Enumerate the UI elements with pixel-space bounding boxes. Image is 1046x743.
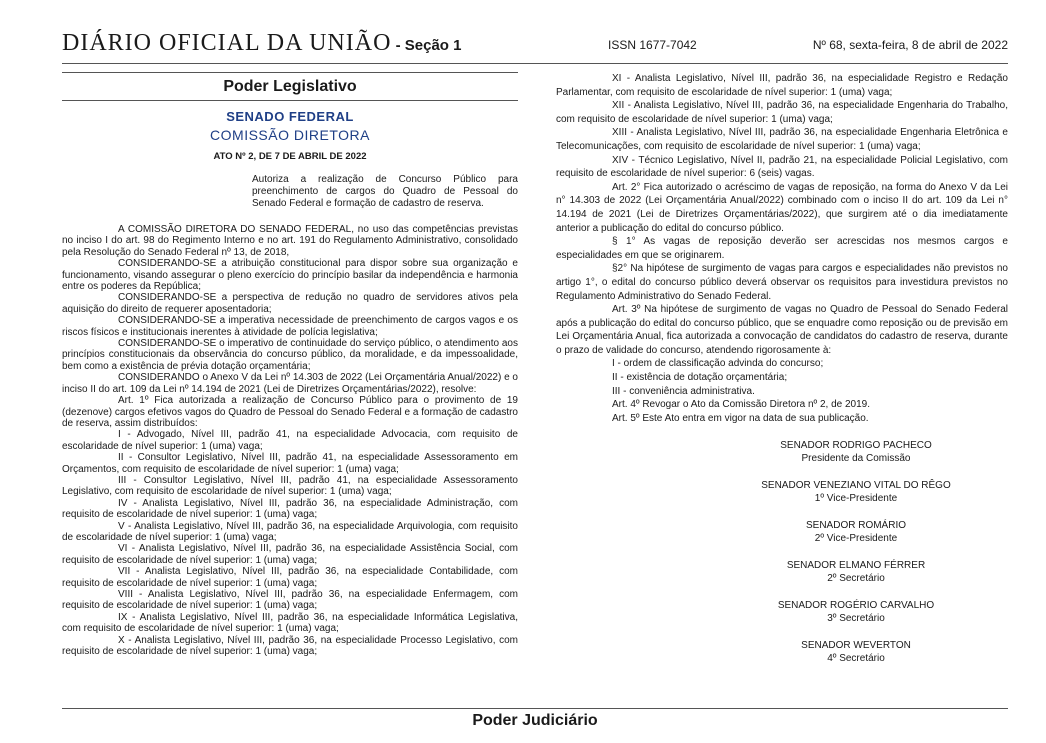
paragraph: V - Analista Legislativo, Nível III, padrão 36, na especialidade Arquivologia, com requisito de escolaridade de nível superior: 1 (uma) vaga;: [62, 520, 518, 543]
paragraph: VI - Analista Legislativo, Nível III, padrão 36, na especialidade Assistência Social, com requisito de escolaridade de nível superior: 1 (uma) vaga;: [62, 543, 518, 566]
paragraph: XIV - Técnico Legislativo, Nível II, padrão 21, na especialidade Policial Legislativo, com requisito de escolaridade de nível superior: 6 (seis) vagas.: [556, 154, 1008, 180]
paragraph: XII - Analista Legislativo, Nível III, padrão 36, na especialidade Engenharia do Trabalho, com requisito de escolaridade de nível superior: 1 (uma) vaga;: [556, 100, 1008, 125]
signer-name: SENADOR RODRIGO PACHECO: [780, 440, 932, 452]
paragraph: VII - Analista Legislativo, Nível III, padrão 36, na especialidade Contabilidade, com requisito de escolaridade de nível superior: 1 (uma) vaga;: [62, 566, 518, 589]
paragraph: III - conveniência administrativa.: [612, 385, 755, 397]
paragraph: I - Advogado, Nível III, padrão 41, na especialidade Advocacia, com requisito de escolaridade de nível superior: 1 (uma) vaga;: [62, 429, 518, 452]
signature: [706, 439, 1006, 465]
signer-name: SENADOR ROMÁRIO: [805, 520, 906, 532]
paragraph: Art. 2° Fica autorizado o acréscimo de vagas de reposição, na forma do Anexo V da Lei n° 14.303 de 2022 (Lei Orçamentária Anual/2022) combinado com o inciso II do art. 109 da Lei n° 14.194 de 2021 (Lei de Diretrizes Orçamentárias/2022), que surgirem até o dia imediatamente anterior a publicação do edital do concurso público.: [556, 181, 1008, 234]
signer-role: 4º Secretário: [827, 653, 885, 665]
paragraph: X - Analista Legislativo, Nível III, padrão 36, na especialidade Processo Legislativo, com requisito de escolaridade de nível superior: 1 (uma) vaga;: [62, 634, 518, 658]
signer-name: SENADOR ELMANO FÉRRER: [786, 560, 926, 572]
page-header: [62, 28, 1008, 62]
paragraph: CONSIDERANDO o Anexo V da Lei nº 14.303 de 2022 (Lei Orçamentária Anual/2022) e o inciso II do art. 109 da Lei nº 14.194 de 2021 (Lei de Diretrizes Orçamentárias/2022), resolve:: [62, 372, 518, 395]
signer-name: SENADOR WEVERTON: [801, 640, 911, 652]
signer-role: Presidente da Comissão: [801, 453, 911, 465]
act-title: ATO Nº 2, DE 7 DE ABRIL DE 2022: [213, 151, 367, 162]
signature: [706, 519, 1006, 545]
organ-name: SENADO FEDERAL: [226, 109, 354, 124]
paragraph: IV - Analista Legislativo, Nível III, padrão 36, na especialidade Administração, com requisito de escolaridade de nível superior: 1 (uma) vaga;: [62, 497, 518, 521]
signature: [706, 639, 1006, 665]
paragraph: A COMISSÃO DIRETORA DO SENADO FEDERAL, no uso das competências previstas no inciso I do art. 98 do Regimento Interno e no art. 191 do Regulamento Administrativo, consolidado pela Resolução do Senado Federal nº 13, de 2018,: [62, 224, 518, 258]
section-heading-legislativo: Poder Legislativo: [62, 72, 518, 101]
section-label: - Seção 1: [391, 37, 462, 54]
left-column: [62, 72, 518, 657]
paragraph: Art. 5º Este Ato entra em vigor na data de sua publicação.: [612, 412, 869, 424]
signer-name: SENADOR VENEZIANO VITAL DO RÊGO: [761, 480, 951, 492]
signer-name: SENADOR ROGÉRIO CARVALHO: [777, 600, 935, 612]
signature: [706, 599, 1006, 625]
signature: [706, 559, 1006, 585]
issn-label: ISSN 1677-7042: [608, 38, 697, 52]
right-column: [556, 72, 1008, 665]
paragraph: CONSIDERANDO-SE a perspectiva de redução no quadro de servidores ativos pela aquisição do direito de requerer aposentadoria;: [62, 292, 518, 315]
paragraph: § 1° As vagas de reposição deverão ser acrescidas nos mesmos cargos e especialidades em que se originarem.: [556, 236, 1008, 261]
act-body-left: [62, 224, 518, 657]
footer-rule: [62, 708, 1008, 709]
paragraph: Art. 3º Na hipótese de surgimento de vagas no Quadro de Pessoal do Senado Federal após a publicação do edital do concurso público, que se enquadre como reposição ou de previsão em Lei Orçamentária Anual, fica autorizada a convocação de candidatos do cadastro de reserva, durante o prazo de validade do concurso, atendendo rigorosamente à:: [556, 304, 1008, 356]
signer-role: 3º Secretário: [827, 613, 885, 625]
paragraph: XIII - Analista Legislativo, Nível III, padrão 36, na especialidade Engenharia Eletrônica e Telecomunicações, com requisito de escolaridade de nível superior: 1 (uma) vaga;: [556, 127, 1008, 152]
paragraph: IX - Analista Legislativo, Nível III, padrão 36, na especialidade Informática Legislativa, com requisito de escolaridade de nível superior: 1 (uma) vaga;: [62, 611, 518, 635]
paragraph: II - Consultor Legislativo, Nível III, padrão 41, na especialidade Assessoramento em Orçamentos, com requisito de escolaridade de nível superior: 1 (uma) vaga;: [62, 452, 518, 475]
paragraph: §2° Na hipótese de surgimento de vagas para cargos e especialidades não previstos no artigo 1°, o edital do concurso público deverá observar os requisitos para investidura previstos no Regulamento Administrativo do Senado Federal.: [556, 263, 1008, 302]
header-rule: [62, 63, 1008, 64]
paragraph: III - Consultor Legislativo, Nível III, padrão 41, na especialidade Assessoramento Legislativo, com requisito de escolaridade de nível superior: 1 (uma) vaga;: [62, 474, 518, 498]
paragraph: Art. 4º Revogar o Ato da Comissão Diretora nº 2, de 2019.: [612, 399, 870, 411]
paragraph: II - existência de dotação orçamentária;: [612, 372, 788, 384]
paragraph: CONSIDERANDO-SE a atribuição constitucional para dispor sobre sua organização e funcionamento, visando assegurar o pleno exercício do princípio basilar da independência e harmonia entre os poderes da República;: [62, 258, 518, 293]
paragraph: XI - Analista Legislativo, Nível III, padrão 36, na especialidade Registro e Redação Parlamentar, com requisito de escolaridade de nível superior: 1 (uma) vaga;: [556, 73, 1008, 98]
signature: [706, 479, 1006, 505]
signature-block: [556, 439, 1008, 665]
signer-role: 2º Vice-Presidente: [814, 533, 898, 545]
paragraph: CONSIDERANDO-SE o imperativo de continuidade do serviço público, o atendimento aos princípios constitucionais da observância do concurso público, da moralidade, e da impessoalidade, bem como a existência de prévia dotação orçamentária;: [62, 338, 518, 372]
signer-role: 1º Vice-Presidente: [814, 493, 898, 505]
act-body-right: [556, 72, 1008, 425]
sub-organ-name: COMISSÃO DIRETORA: [210, 127, 370, 143]
paragraph: I - ordem de classificação advinda do concurso;: [612, 358, 824, 370]
newspaper-title: DIÁRIO OFICIAL DA UNIÃO - Seção 1: [62, 30, 462, 56]
act-summary: Autoriza a realização de Concurso Público para preenchimento de cargos do Quadro de Pessoal do Senado Federal e formação de cadastro de reserva.: [252, 174, 518, 209]
section-heading-judiciario: Poder Judiciário: [472, 712, 598, 729]
paragraph: CONSIDERANDO-SE a imperativa necessidade de preenchimento de cargos vagos e os riscos físicos e institucionais inerentes à atividade de polícia legislativa;: [62, 315, 518, 338]
paragraph: VIII - Analista Legislativo, Nível III, padrão 36, na especialidade Enfermagem, com requisito de escolaridade de nível superior: 1 (uma) vaga;: [62, 589, 518, 612]
edition-date: Nº 68, sexta-feira, 8 de abril de 2022: [812, 38, 1008, 52]
signer-role: 2º Secretário: [827, 573, 885, 585]
paragraph: Art. 1º Fica autorizada a realização de Concurso Público para o provimento de 19 (dezenove) cargos efetivos vagos do Quadro de Pessoal do Senado Federal e a formação de cadastro de reserva, assim distribuídos:: [62, 395, 518, 429]
